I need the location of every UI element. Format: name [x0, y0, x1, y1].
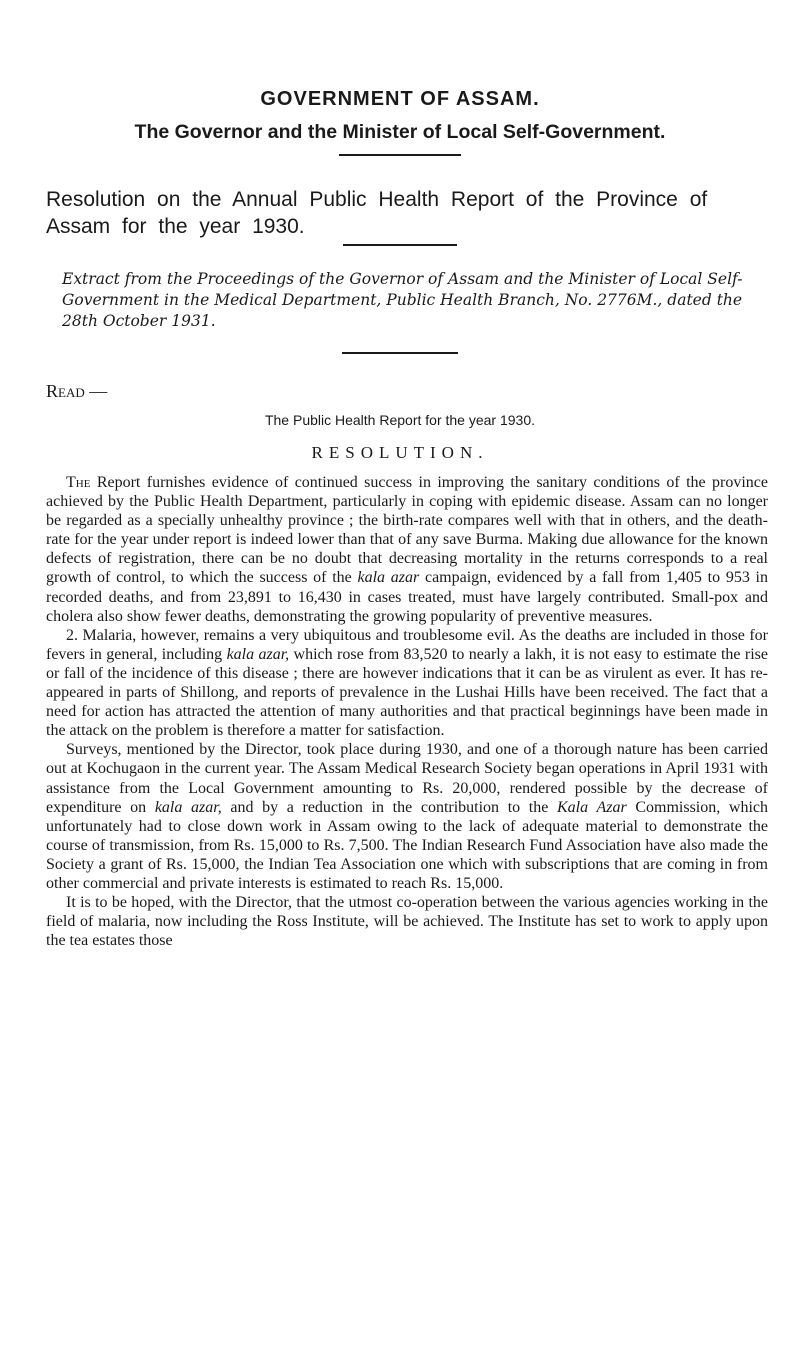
resolution-word: RESOLUTION.: [311, 443, 489, 462]
paragraph-text: Surveys, mentioned by the Director, took place during 1930, and one of a thorough nature has been carried out at Kochugaon in the current year. The Assam Medical Research Society began operations in April 1931 with assistance from the Local Government amounting to Rs. 20,000, rendered possible by the decrease of expenditure on: [46, 741, 768, 816]
paragraph-text: and by a reduction in the contribution to the: [221, 798, 557, 816]
resolution-heading: Resolution on the Annual Public Health Report of the Province of Assam for the year 1930.: [46, 188, 708, 238]
divider-rule: [343, 244, 457, 246]
paragraph-text: campaign, evidenced by a fall from 1,405 to 953 in recorded deaths, and from 23,891 to 16,430 in cases treated, must have largely contributed. Small-pox and cholera also show fewer deaths, demonstrating the growing popularity of preventive measures.: [46, 569, 768, 625]
italic-term: Kala Azar: [556, 798, 627, 816]
italic-term: kala azar,: [154, 798, 222, 816]
ministers-title: The Governor and the Minister of Local Self-Government.: [134, 121, 666, 143]
paragraph-lead-word: The: [66, 474, 91, 491]
report-reference: The Public Health Report for the year 1930.: [264, 412, 536, 428]
paragraph-1: [46, 473, 768, 626]
paragraph-2: [46, 626, 768, 741]
paragraph-text: 2. Malaria, however, remains a very ubiquitous and troublesome evil. As the deaths are included in those for fevers in general, including: [46, 626, 768, 663]
paragraph-text: Report furnishes evidence of continued success in improving the sanitary conditions of the province achieved by the Public Health Department, particularly in coping with epidemic disease. Assam can no longer be regarded as a specially unhealthy province ; the birth-rate compares well with that in others, and the death-rate for the year under report is indeed lower than that of any save Burma. Making due allowance for the known defects of registration, there can be no doubt that decreasing mortality in the returns corresponds to a real growth of control, to which the success of the: [46, 474, 768, 587]
divider-rule: [339, 154, 461, 156]
divider-rule: [342, 352, 458, 354]
paragraph-text: Commission, which unfortunately had to close down work in Assam owing to the lack of adequate material to demonstrate the course of transmission, from Rs. 15,000 to Rs. 7,500. The Indian Research Fund Association have also made the Society a grant of Rs. 15,000, the Indian Tea Association one which with subscriptions that are coming in from other commercial and private interests is estimated to reach Rs. 15,000.: [46, 798, 768, 892]
paragraph-3: [46, 740, 768, 893]
government-title: GOVERNMENT OF ASSAM.: [260, 88, 540, 110]
extract-citation: Extract from the Proceedings of the Governor of Assam and the Minister of Local Self-Government in the Medical Department, Public Health Branch, No. 2776M., dated the 28th October 1931.: [62, 270, 743, 330]
italic-term: kala azar,: [226, 645, 290, 663]
paragraph-4: It is to be hoped, with the Director, that the utmost co-operation between the various agencies working in the field of malaria, now including the Ross Institute, will be achieved. The Institute has set to work to apply upon the tea estates those: [46, 894, 768, 950]
italic-term: kala azar: [357, 569, 420, 587]
paragraph-text: which rose from 83,520 to nearly a lakh, it is not easy to estimate the rise or fall of the incidence of this disease ; there are however indications that it can be as virulent as ever. It has re-appeared in parts of Shillong, and reports of prevalence in the Lushai Hills have been received. The fact that a need for action has attracted the attention of many authorities and that practical beginnings have been made in the attack on the problem is therefore a matter for satisfaction.: [46, 645, 768, 740]
resolution-body: [46, 473, 768, 950]
read-label: Read —: [46, 381, 108, 401]
